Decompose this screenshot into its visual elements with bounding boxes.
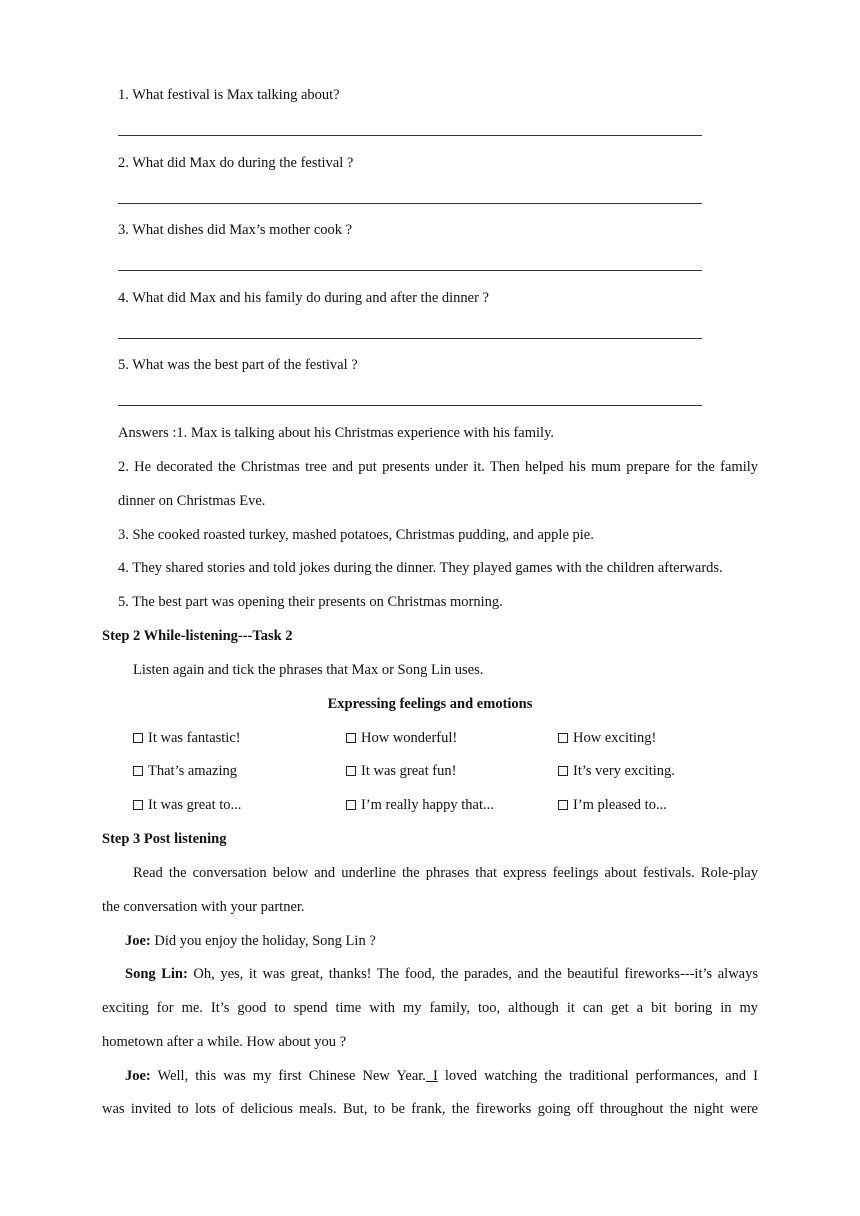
dialogue-joe-1: [125, 933, 376, 950]
phrase-option[interactable]: How exciting!: [558, 730, 656, 747]
question-3: 3. What dishes did Max’s mother cook ?: [118, 222, 353, 238]
answer-line-4: [118, 338, 702, 339]
answer-4: 4. They shared stories and told jokes during the dinner. They played games with the children afterwards.: [118, 560, 723, 576]
dialogue-songlin-line-1: [125, 966, 758, 983]
answer-5: 5. The best part was opening their presents on Christmas morning.: [118, 594, 503, 610]
answer-2-line-2: dinner on Christmas Eve.: [118, 493, 266, 509]
answer-line-1: [118, 135, 702, 136]
answer-3: 3. She cooked roasted turkey, mashed potatoes, Christmas pudding, and apple pie.: [118, 527, 594, 543]
question-2: 2. What did Max do during the festival ?: [118, 155, 354, 171]
checkbox[interactable]: [133, 766, 143, 776]
dialogue-joe-2-line-2: was invited to lots of delicious meals. But, to be frank, the fireworks going off throughout the night were: [102, 1101, 758, 1117]
dialogue-joe-2-line-1: Joe: Well, this was my first Chinese New Year. I loved watching the traditional performances, and I: [125, 1068, 758, 1084]
dialogue-songlin-line-3: hometown after a while. How about you ?: [102, 1034, 347, 1050]
step2-heading: Step 2 While-listening---Task 2: [102, 628, 293, 644]
dialogue-text: Did you enjoy the holiday, Song Lin ?: [154, 933, 376, 949]
phrase-option[interactable]: It was great to...: [133, 797, 241, 814]
question-5: 5. What was the best part of the festival ?: [118, 357, 358, 373]
step3-heading: Step 3 Post listening: [102, 831, 227, 847]
checkbox[interactable]: [346, 800, 356, 810]
step3-instruction-line-2: the conversation with your partner.: [102, 899, 305, 915]
phrases-table-title: Expressing feelings and emotions: [327, 696, 533, 712]
dialogue-text: Oh, yes, it was great, thanks! The food, the parades, and the beautiful fireworks---it’s always: [193, 966, 758, 982]
speaker-joe: Joe:: [125, 933, 151, 949]
checkbox[interactable]: [133, 800, 143, 810]
phrase-option[interactable]: It was fantastic!: [133, 730, 241, 747]
phrase-option[interactable]: It’s very exciting.: [558, 763, 675, 780]
phrase-option[interactable]: I’m really happy that...: [346, 797, 494, 814]
speaker-joe: Joe:: [125, 1068, 151, 1084]
step2-instruction: Listen again and tick the phrases that Max or Song Lin uses.: [133, 662, 484, 678]
step3-instruction-line-1: Read the conversation below and underline the phrases that express feelings about festivals. Role-play: [133, 865, 758, 881]
checkbox[interactable]: [133, 733, 143, 743]
answer-2-line-1: 2. He decorated the Christmas tree and put presents under it. Then helped his mum prepare for the family: [118, 459, 758, 475]
answer-1: Answers :1. Max is talking about his Christmas experience with his family.: [118, 425, 555, 441]
answer-line-3: [118, 270, 702, 271]
underlined-text: I: [425, 1068, 438, 1084]
checkbox[interactable]: [558, 766, 568, 776]
checkbox[interactable]: [346, 766, 356, 776]
question-1: 1. What festival is Max talking about?: [118, 87, 340, 103]
phrase-option[interactable]: It was great fun!: [346, 763, 456, 780]
dialogue-songlin-line-2: exciting for me. It’s good to spend time with my family, too, although it can get a bit boring in my: [102, 1000, 758, 1016]
phrase-option[interactable]: That’s amazing: [133, 763, 237, 780]
phrase-option[interactable]: I’m pleased to...: [558, 797, 667, 814]
checkbox[interactable]: [558, 800, 568, 810]
question-4: 4. What did Max and his family do during and after the dinner ?: [118, 290, 489, 306]
speaker-songlin: Song Lin:: [125, 966, 188, 982]
checkbox[interactable]: [346, 733, 356, 743]
answer-line-2: [118, 203, 702, 204]
phrase-option[interactable]: How wonderful!: [346, 730, 457, 747]
checkbox[interactable]: [558, 733, 568, 743]
answer-line-5: [118, 405, 702, 406]
